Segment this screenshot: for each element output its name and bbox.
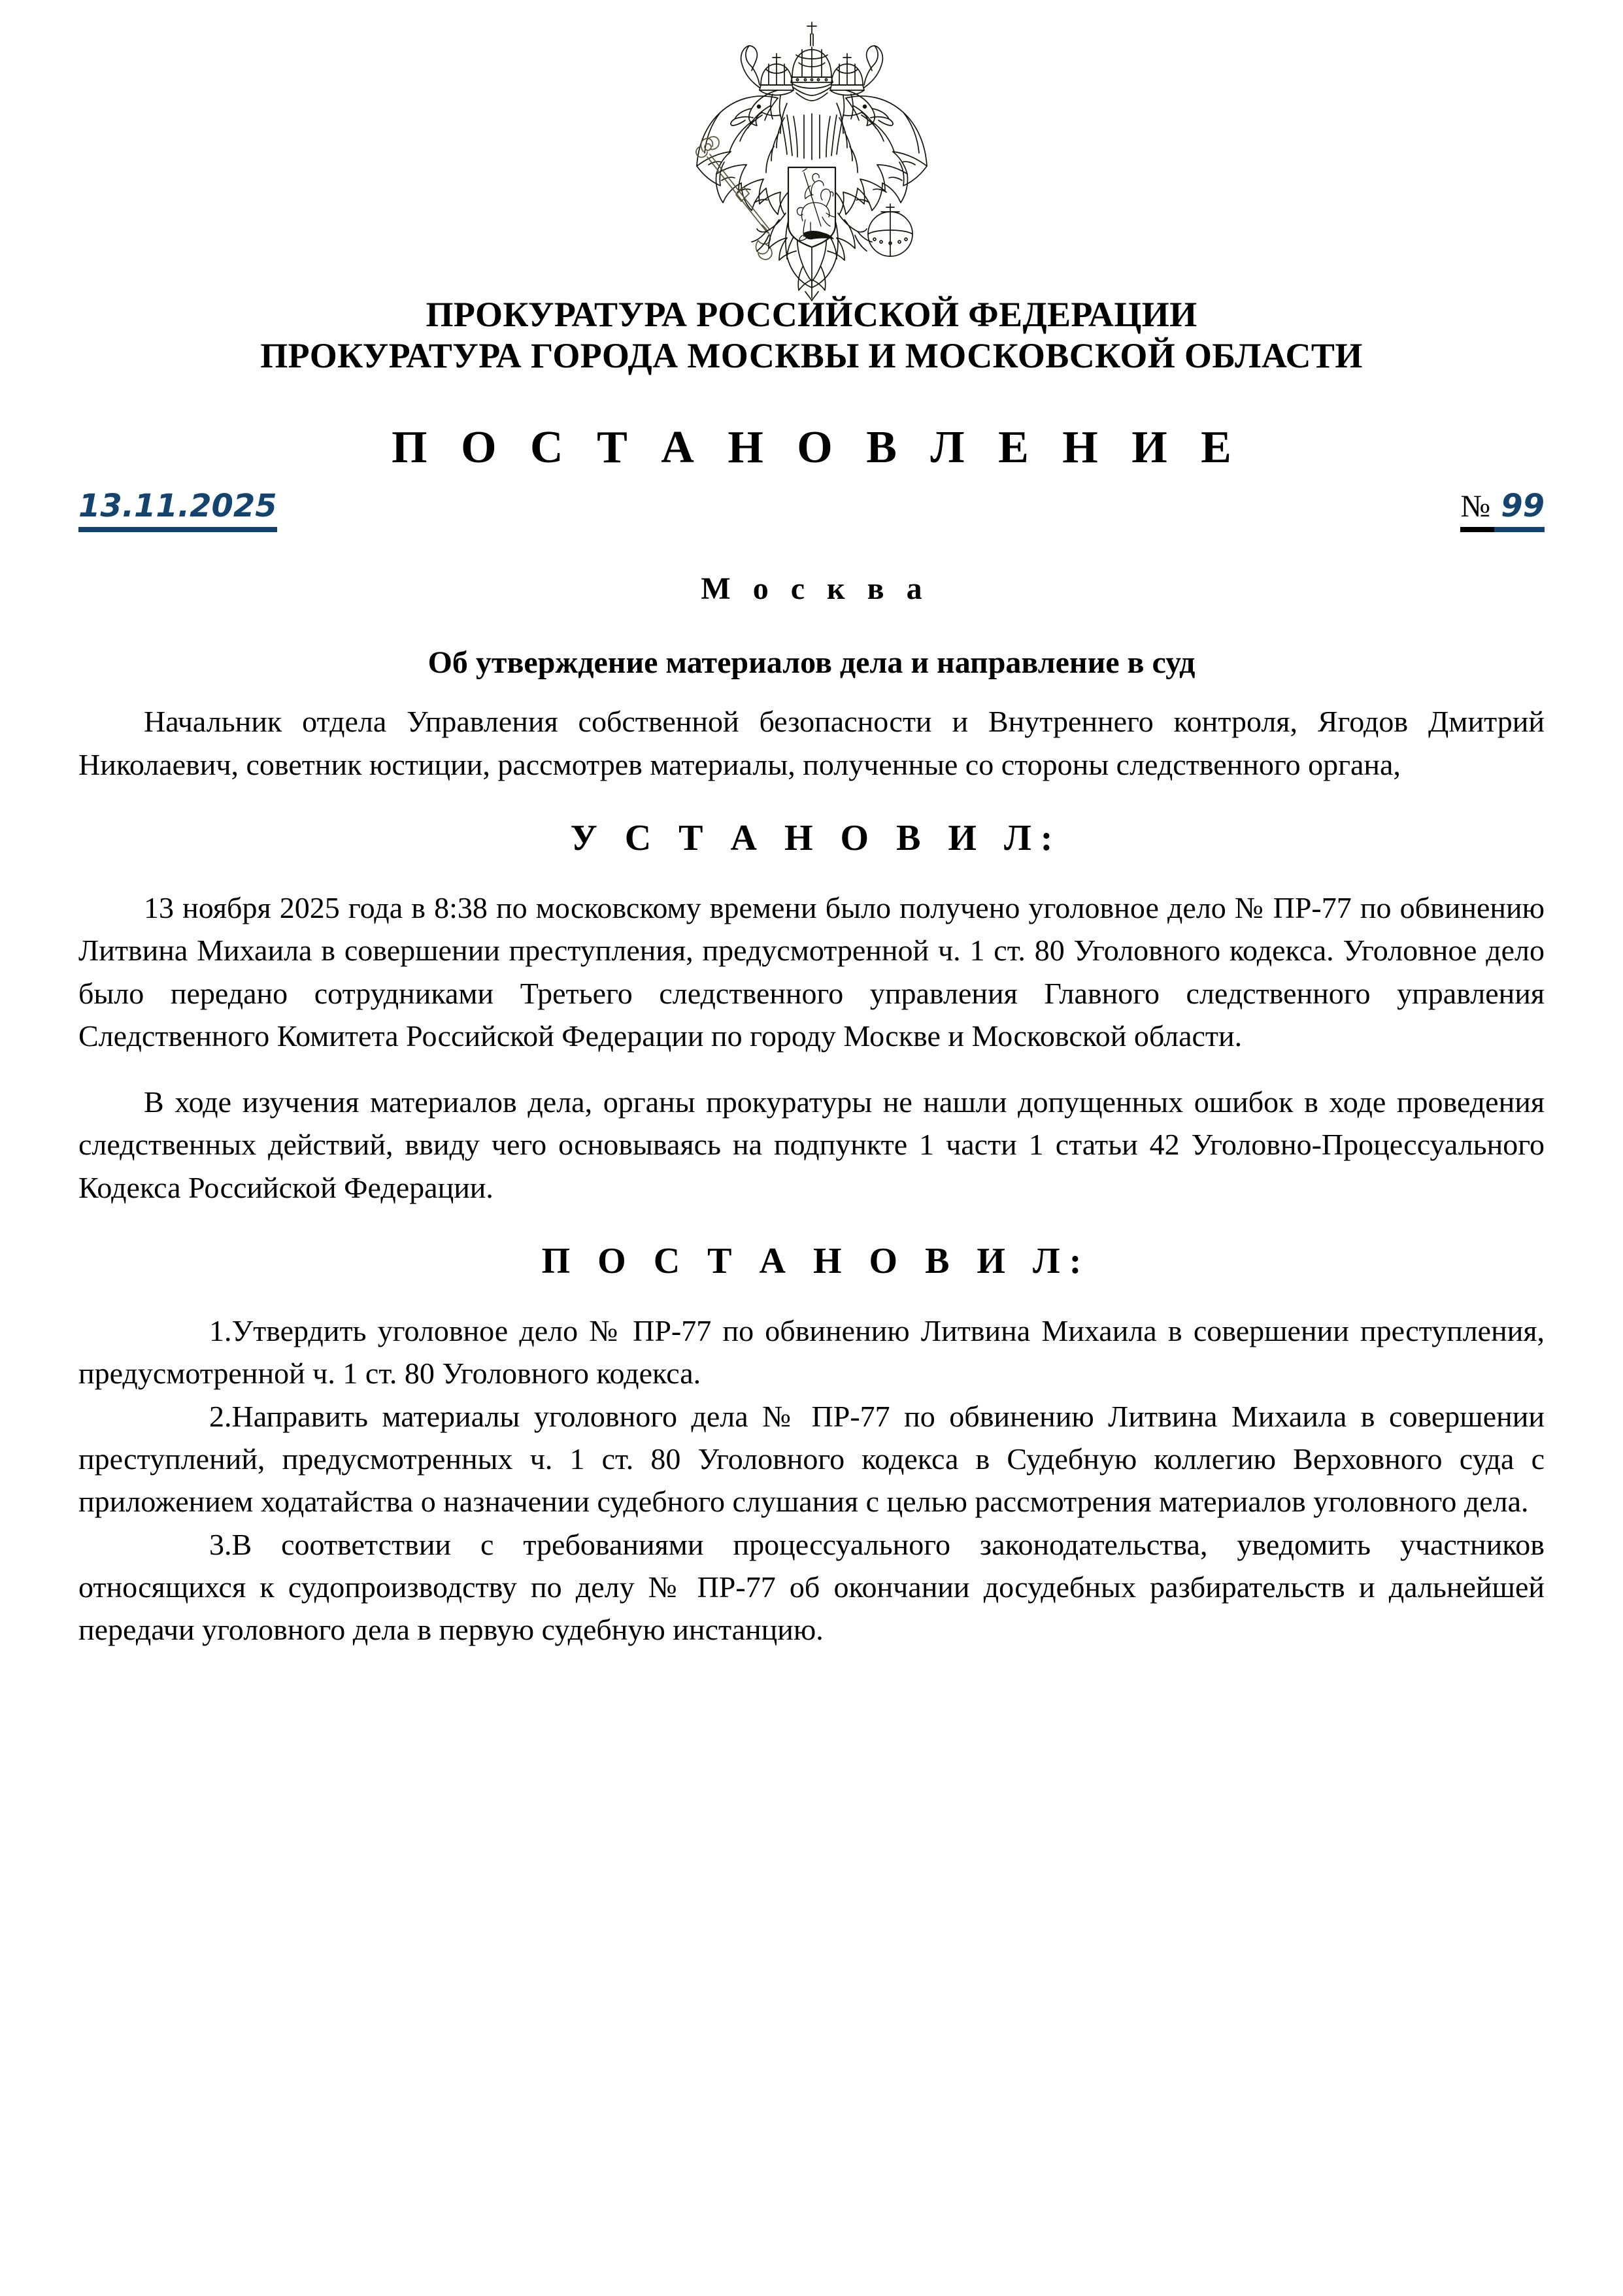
city-line: М о с к в а xyxy=(701,571,929,607)
numero-symbol: № xyxy=(1460,488,1494,532)
document-type-title: П О С Т А Н О В Л Е Н И Е xyxy=(392,422,1243,473)
decided-item-1 xyxy=(78,1309,1545,1395)
organisation-header xyxy=(78,294,1545,376)
decided-item-3 xyxy=(78,1523,1545,1651)
coat-of-arms-emblem xyxy=(78,0,1545,292)
decided-heading: П О С Т А Н О В И Л: xyxy=(541,1241,1091,1282)
document-date: 13.11.2025 xyxy=(78,488,277,532)
decided-item-3-number: 3. xyxy=(209,1527,232,1561)
preamble-block xyxy=(78,700,1545,786)
preamble-paragraph: Начальник отдела Управления собственной безопасности и Внутреннего контроля, Ягодов Дмитрий Николаевич, советник юстиции, рассмотрев материалы, полученные со стороны следственного органа, xyxy=(78,705,1545,781)
document-meta-row xyxy=(78,488,1545,549)
established-paragraph-1: 13 ноября 2025 года в 8:38 по московскому времени было получено уголовное дело № ПР-77 по обвинению Литвина Михаила в совершении преступления, предусмотренной ч. 1 ст. 80 Уголовного кодекса. Уголовное дело было передано сотрудниками Третьего следственного управления Главного следственного управления Следственного Комитета Российской Федерации по городу Москве и Московской области. xyxy=(78,890,1545,1053)
decided-item-2-text: Направить материалы уголовного дела № ПР-77 по обвинению Литвина Михаила в совершении преступлений, предусмотренных ч. 1 ст. 80 Уголовного кодекса в Судебную коллегию Верховного суда с приложением ходатайства о назначении судебного слушания с целью рассмотрения материалов уголовного дела. xyxy=(78,1399,1545,1519)
decided-item-2 xyxy=(78,1395,1545,1523)
decided-items xyxy=(78,1309,1545,1651)
org-line-1: ПРОКУРАТУРА РОССИЙСКОЙ ФЕДЕРАЦИИ xyxy=(426,295,1197,334)
established-block xyxy=(78,886,1545,1209)
document-number-value: 99 xyxy=(1494,488,1545,532)
decided-item-1-text: Утвердить уголовное дело № ПР-77 по обвинению Литвина Михаила в совершении преступления, предусмотренной ч. 1 ст. 80 Уголовного кодекса. xyxy=(78,1314,1545,1391)
established-heading: У С Т А Н О В И Л: xyxy=(570,817,1062,858)
org-line-2: ПРОКУРАТУРА ГОРОДА МОСКВЫ И МОСКОВСКОЙ ОБЛАСТИ xyxy=(260,335,1363,375)
decided-item-2-number: 2. xyxy=(209,1399,232,1433)
decided-item-3-text: В соответствии с требованиями процессуального законодательства, уведомить участников относящихся к судопроизводству по делу № ПР-77 об окончании досудебных разбирательств и дальнейшей передачи уголовного дела в первую судебную инстанцию. xyxy=(78,1527,1545,1647)
document-number xyxy=(1460,488,1545,532)
established-paragraph-2: В ходе изучения материалов дела, органы прокуратуры не нашли допущенных ошибок в ходе проведения следственных действий, ввиду чего основываясь на подпункте 1 части 1 статьи 42 Уголовно-Процессуального Кодекса Российской Федерации. xyxy=(78,1085,1545,1204)
document-subject: Об утверждение материалов дела и направление в суд xyxy=(427,645,1196,681)
decided-item-1-number: 1. xyxy=(209,1314,232,1348)
